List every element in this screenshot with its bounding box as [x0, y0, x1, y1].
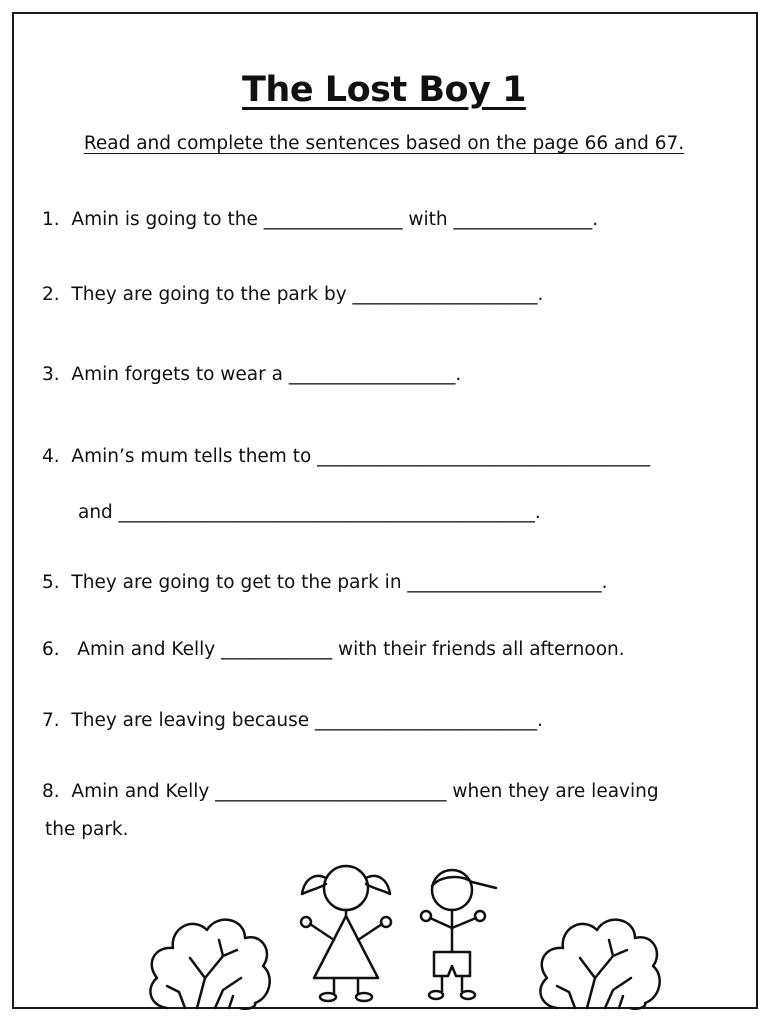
bush-icon: [150, 920, 269, 1009]
question-4-continued: and _____________________________________________.: [78, 502, 541, 523]
worksheet-title: The Lost Boy 1: [242, 70, 526, 110]
question-8-continued: the park.: [45, 819, 129, 840]
question-6: 6. Amin and Kelly ____________ with their friends all afternoon.: [42, 639, 625, 660]
question-5: 5. They are going to get to the park in _____________________.: [42, 572, 608, 593]
question-1: 1. Amin is going to the _______________ with _______________.: [42, 209, 599, 230]
girl-stick-figure-icon: [301, 866, 391, 1001]
bush-icon: [540, 920, 659, 1009]
boy-stick-figure-icon: [421, 870, 496, 999]
illustration: [0, 850, 768, 1010]
question-3: 3. Amin forgets to wear a __________________.: [42, 364, 462, 385]
question-8: 8. Amin and Kelly _________________________ when they are leaving: [42, 781, 659, 802]
worksheet-instructions: Read and complete the sentences based on the page 66 and 67.: [83, 133, 685, 154]
question-4: 4. Amin’s mum tells them to ____________________________________: [42, 446, 651, 467]
question-7: 7. They are leaving because ________________________.: [42, 710, 543, 731]
question-2: 2. They are going to the park by ____________________.: [42, 284, 544, 305]
